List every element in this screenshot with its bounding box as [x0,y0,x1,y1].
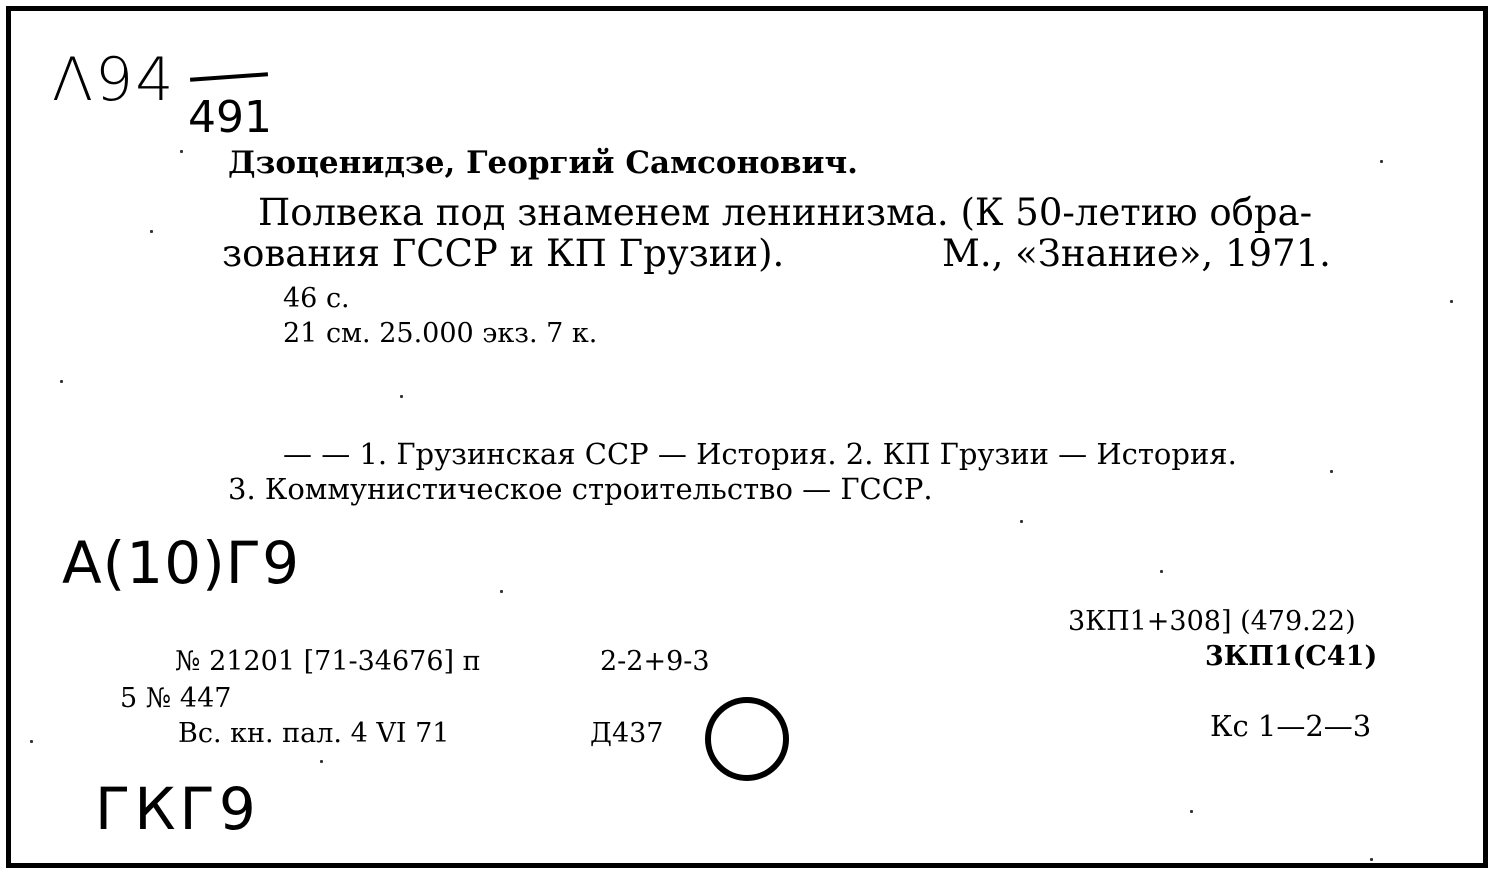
speck [1330,470,1333,473]
author-heading: Дзоценидзе, Георгий Самсонович. [228,145,858,181]
speck [1020,520,1023,523]
size-run-price: 21 см. 25.000 экз. 7 к. [283,318,598,349]
classification-bbk-short: 3КП1(С41) [1205,641,1378,672]
handwritten-code-top: A(10)Г9 [62,529,301,597]
speck [180,150,183,153]
handwritten-code-bottom: ГКГ9 [95,775,260,843]
title-line-2: зования ГССР и КП Грузии). [222,232,785,275]
signed-date: Вс. кн. пал. 4 VI 71 [178,718,450,749]
handwritten-call-denominator: 491 [188,92,272,143]
handwritten-call-number: Λ94 [52,45,176,115]
speck [1160,570,1163,573]
speck [320,760,323,763]
classification-bbk: 3КП1+308] (479.22) [1068,606,1356,637]
price-code: Д437 [590,718,664,749]
speck [1450,300,1453,303]
speck [400,395,403,398]
pages: 46 с. [283,283,350,314]
speck [500,590,503,593]
subject-line-1: — — 1. Грузинская ССР — История. 2. КП Грузии — История. [283,437,1237,471]
speck [1190,810,1193,813]
speck [1370,858,1373,861]
title-line-1: Полвека под знаменем ленинизма. (К 50-летию обра- [258,191,1313,234]
card-number: 5 № 447 [120,683,232,714]
speck [1380,160,1383,163]
order-number: № 21201 [71-34676] п [175,646,481,677]
speck [60,380,63,383]
speck [30,740,33,743]
kc-code: Кс 1—2—3 [1210,709,1372,743]
order-code: 2-2+9-3 [600,646,710,677]
subject-line-2: 3. Коммунистическое строительство — ГССР. [228,472,933,506]
imprint: М., «Знание», 1971. [942,232,1331,275]
speck [150,230,153,233]
circle-stamp [705,697,789,781]
